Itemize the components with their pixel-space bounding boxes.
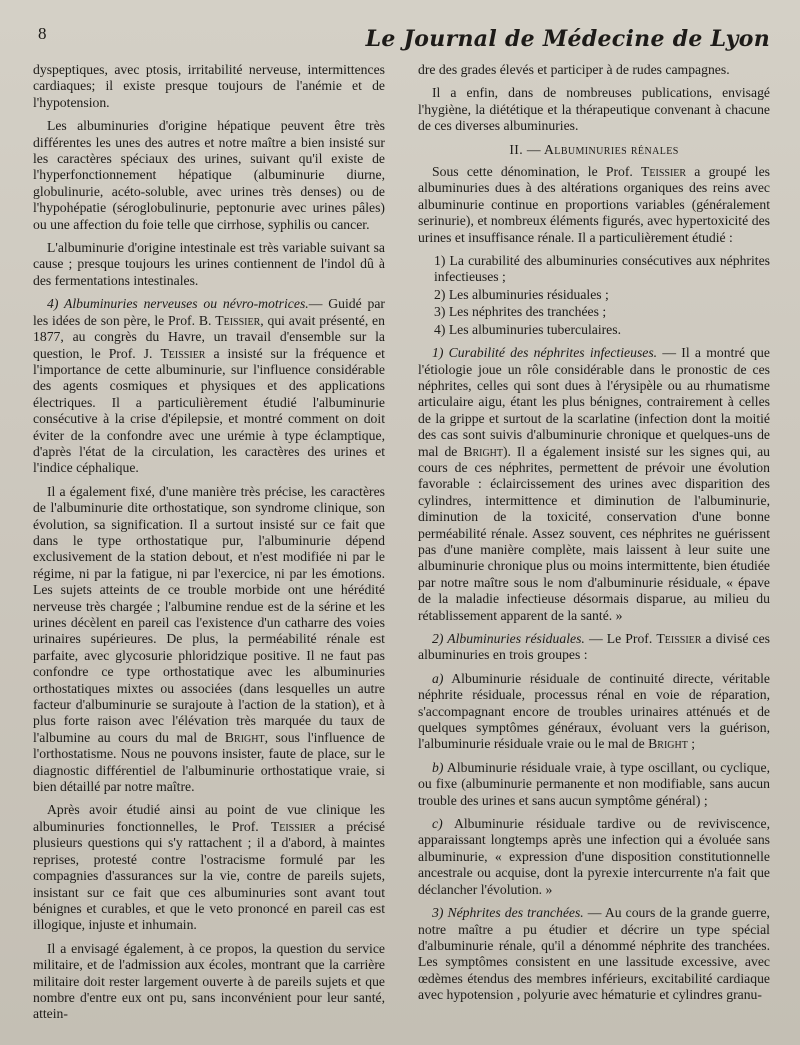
section-subheading: 2) Albuminuries résiduales. [432, 631, 585, 646]
list-item: 2) Les albuminuries résiduales ; [434, 286, 609, 302]
author-name: Bright [463, 443, 503, 459]
section-heading: II. — Albuminuries rénales [509, 141, 679, 157]
author-name: Teissier [270, 818, 316, 834]
page-number: 8 [38, 24, 47, 43]
author-name: Teissier [215, 312, 261, 328]
paragraph: 2) Albuminuries résiduales. — Le Prof. Teissier a divisé ces albuminuries en trois groupes : [418, 631, 770, 663]
author-name: Teissier [656, 631, 702, 646]
left-column [33, 62, 385, 1030]
list-item: 3) Les néphrites des tranchées ; [434, 304, 607, 320]
item-label: c) [432, 816, 443, 832]
paragraph: b) Albuminurie résiduale vraie, à type oscillant, ou cyclique, ou fixe (albuminurie permanente et non modifiable, sans aucun trouble des urines et sans aucun symptôme général) ; [418, 759, 770, 808]
paragraph: dyspeptiques, avec ptosis, irritabilité nerveuse, intermittences cardiaques; il existe presque toujours de l'anémie et de l'hypotension. [33, 62, 385, 110]
paragraph: Sous cette dénomination, le Prof. Teissier a groupé les albuminuries dues à des altérations organiques des reins avec albuminurie continue en proportions variables (généralement serinurie), et nombreux éléments figurés, avec hypertoxicité des urines et insuffisance rénale. Il a particulièrement étudié : [418, 164, 770, 245]
paragraph: 1) Curabilité des néphrites infectieuses. — Il a montré que l'étiologie joue un rôle considérable dans le pronostic de ces néphrites, celles qui sont dues à l'érysipèle ou au rhumatisme articulaire aigu, étant les plus bénignes, contrairement à celles de la grippe et surtout de la scarlatine (infection dont la moitié des cas sont suivis d'albuminurie chronique et quelques-uns de mal de Bright). Il a également insisté sur les signes qui, au cours de ces néphrites, permettent de prévoir une évolution favorable : éclaircissement des urines avec disparition des cylindres, intermittence et diminution de l'albuminurie, diminution de la toxicité, conservation d'une bonne perméabilité rénale. Assez souvent, ces néphrites ne guérissent pas d'une manière complète, mais laissent à leur suite une albuminurie chronique plus ou moins intermittente, bien étudiée par notre maître sous le nom d'albuminurie résiduale, « épave de la maladie infectieuse désormais disparue, au milieu du rétablissement apparent de la santé. » [418, 345, 770, 623]
author-name: Teissier [641, 164, 687, 180]
section-subheading: 1) Curabilité des néphrites infectieuses. [432, 345, 658, 361]
paragraph: Après avoir étudié ainsi au point de vue clinique les albuminuries fonctionnelles, le Prof. Teissier a précisé plusieurs questions qui s'y rattachent ; il a d'abord, à maintes reprises, protesté contre l'ostracisme formulé par les compagnies d'assurances sur la vie, contre de pareils sujets, insistant sur ce fait que ces albuminuries sont avant tout bénignes et curables, et que le veto prononcé en pareil cas est illogique, injuste et inhumain. [33, 802, 385, 933]
journal-title: Le Journal de Médecine de Lyon [365, 26, 770, 52]
paragraph: 3) Néphrites des tranchées. — Au cours de la grande guerre, notre maître a pu étudier et décrire un type spécial d'albuminurie rénale, qu'il a dénommé néphrite des tranchées. Les symptômes consistent en une lassitude excessive, avec œdèmes étendus des membres inférieurs, excitabilité cardiaque avec hypotension , polyurie avec hématurie et cylindres granu- [418, 905, 770, 1003]
right-column [418, 62, 770, 1011]
paragraph: c) Albuminurie résiduale tardive ou de reviviscence, apparaissant longtemps après une infection qui a évoluée sans albuminurie, « expression d'une disposition constitutionnelle ancestrale ou acquise, dont la pyrexie intercurrente n'a fait que déclancher l'évolution. » [418, 816, 770, 897]
paragraph: L'albuminurie d'origine intestinale est très variable suivant sa cause ; presque toujours les urines contiennent de l'indol dû à des fermentations intestinales. [33, 240, 385, 288]
paragraph: Les albuminuries d'origine hépatique peuvent être très différentes les unes des autres et notre maître a bien insisté sur les caractères spéciaux des urines, suivant qu'il existe de l'hyperfonctionnement hépatique (albuminurie diurne, globulinurie, acéto-soluble, avec urines très denses) ou de l'hypohépatie (séroglobulinurie, peptonurie avec urines pâles) ou une affection du foie telle que cirrhose, syphilis ou cancer. [33, 118, 385, 232]
paragraph: Il a enfin, dans de nombreuses publications, envisagé l'hygiène, la diététique et la thérapeutique convenant à chacune de ces diverses albuminuries. [418, 85, 770, 134]
paragraph: 4) Albuminuries nerveuses ou névro-motrices.— Guidé par les idées de son père, le Prof. B. Teissier, qui avait présenté, en 1877, au congrès du Havre, un travail d'ensemble sur la question, le Prof. J. Teissier a insisté sur la fréquence et l'importance de cette albuminurie, sur l'influence considérable des agents cosmiques et physiques et des applications électriques. Il a particulièrement étudié l'albuminurie consécutive à la crise d'épilepsie, et montré comment on doit éviter de la confondre avec une urémie à type éclamptique, d'après l'état de la circulation, les caractères des urines et l'indice céphalique. [33, 296, 385, 476]
author-name: Teissier [160, 345, 206, 361]
author-name: Bright [224, 729, 265, 745]
item-label: a) [432, 670, 444, 686]
section-subheading: 3) Néphrites des tranchées. [432, 905, 584, 921]
list-item: 1) La curabilité des albuminuries consécutives aux néphrites infectieuses ; [434, 253, 770, 285]
paragraph: Il a envisagé également, à ce propos, la question du service militaire, et de l'admission aux écoles, montrant que la carrière militaire doit rester largement ouverte à de pareils sujets et que nombre d'entre eux ont pu, sans inconvénient pour leur santé, attein- [33, 940, 385, 1022]
paragraph: Il a également fixé, d'une manière très précise, les caractères de l'albuminurie dite orthostatique, son syndrome clinique, son évolution, sa signification. Il a surtout insisté sur ce fait que dans le type orthostatique pur, l'albuminurie dépend exclusivement de la station debout, et n'est modifiée ni par le régime, ni par la fatigue, ni par l'exercice, ni par les émotions. Les sujets atteints de ce trouble morbide ont une hérédité nerveuse très chargée ; l'albumine rendue est de la sérine et les urines décèlent en pareil cas l'existence d'un catharre des voies urinaires supérieures. De plus, la perméabilité rénale est parfaite, avec glycosurie phloridzique positive. Il ne faut pas confondre ce type orthostatique avec les albuminuries orthostatiques mixtes ou associées (dans lesquelles un autre facteur d'albuminurie se surajoute à l'action de la station), et à plus forte raison avec l'élévation très marquée du taux de l'albumine au cours du mal de Bright, sous l'influence de l'orthostatisme. Nous ne pouvons insister, faute de place, sur le diagnostic différentiel de l'albuminurie orthostatique vraie, si bien détaillé par notre maître. [33, 483, 385, 795]
section-subheading: 4) Albuminuries nerveuses ou névro-motrices. [47, 296, 309, 312]
list-item: 4) Les albuminuries tuberculaires. [434, 321, 622, 337]
paragraph: dre des grades élevés et participer à de rudes campagnes. [418, 62, 730, 77]
paragraph: a) Albuminurie résiduale de continuité directe, véritable néphrite résiduale, processus rénal en voie de réparation, s'accompagnant encore de troubles urinaires atténués et de quelques symptômes généraux, évoluant vers la guérison, l'albuminurie résiduale vraie ou le mal de Bright ; [418, 670, 770, 752]
author-name: Bright [648, 736, 688, 752]
item-label: b) [432, 759, 444, 775]
